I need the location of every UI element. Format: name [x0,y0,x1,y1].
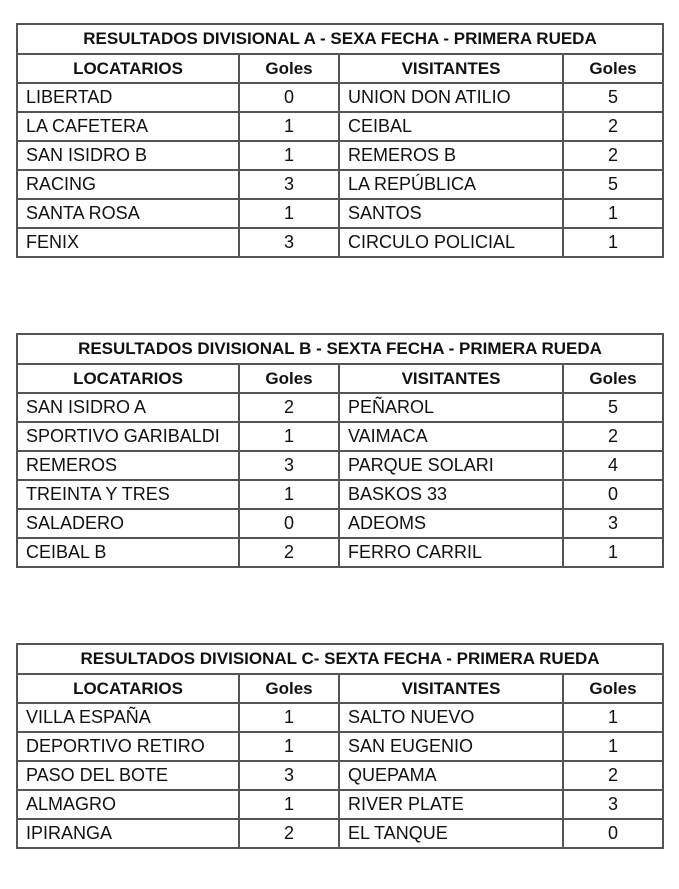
home-team: VILLA ESPAÑA [17,703,239,732]
home-goals: 2 [239,538,339,567]
home-goals: 3 [239,170,339,199]
away-goals: 1 [563,199,663,228]
away-goals: 3 [563,790,663,819]
away-goals: 5 [563,393,663,422]
home-team: SPORTIVO GARIBALDI [17,422,239,451]
home-team: SANTA ROSA [17,199,239,228]
results-table-a [16,23,664,258]
away-goals: 1 [563,228,663,257]
away-team: SAN EUGENIO [339,732,563,761]
table-row [17,732,663,761]
table-row [17,199,663,228]
away-goals: 5 [563,83,663,112]
home-team: CEIBAL B [17,538,239,567]
home-goals: 1 [239,199,339,228]
away-team: PARQUE SOLARI [339,451,563,480]
header-goles-home: Goles [239,364,339,393]
header-row [17,674,663,703]
away-team: EL TANQUE [339,819,563,848]
header-goles-away: Goles [563,54,663,83]
header-goles-away: Goles [563,674,663,703]
away-team: QUEPAMA [339,761,563,790]
table-row [17,790,663,819]
results-table-c [16,643,664,849]
home-goals: 1 [239,112,339,141]
table-title-row [17,334,663,364]
home-goals: 1 [239,141,339,170]
away-team: VAIMACA [339,422,563,451]
table-title: RESULTADOS DIVISIONAL A - SEXA FECHA - PRIMERA RUEDA [17,24,663,54]
header-locatarios: LOCATARIOS [17,364,239,393]
home-goals: 1 [239,790,339,819]
home-team: SAN ISIDRO B [17,141,239,170]
away-goals: 2 [563,141,663,170]
away-team: ADEOMS [339,509,563,538]
home-goals: 1 [239,703,339,732]
table-row [17,819,663,848]
header-goles-home: Goles [239,54,339,83]
away-team: PEÑAROL [339,393,563,422]
header-locatarios: LOCATARIOS [17,54,239,83]
away-goals: 0 [563,480,663,509]
table-row [17,761,663,790]
table-row [17,480,663,509]
home-team: TREINTA Y TRES [17,480,239,509]
header-row [17,54,663,83]
table-row [17,422,663,451]
table-row [17,538,663,567]
home-team: IPIRANGA [17,819,239,848]
home-goals: 3 [239,228,339,257]
away-team: RIVER PLATE [339,790,563,819]
home-team: SAN ISIDRO A [17,393,239,422]
home-goals: 0 [239,83,339,112]
table-row [17,509,663,538]
header-goles-home: Goles [239,674,339,703]
away-goals: 0 [563,819,663,848]
table-row [17,228,663,257]
header-visitantes: VISITANTES [339,364,563,393]
away-team: BASKOS 33 [339,480,563,509]
away-team: SANTOS [339,199,563,228]
away-team: LA REPÚBLICA [339,170,563,199]
away-team: CIRCULO POLICIAL [339,228,563,257]
table-row [17,83,663,112]
home-goals: 1 [239,480,339,509]
away-team: SALTO NUEVO [339,703,563,732]
table-row [17,703,663,732]
away-goals: 4 [563,451,663,480]
home-team: ALMAGRO [17,790,239,819]
away-goals: 1 [563,538,663,567]
table-title: RESULTADOS DIVISIONAL C- SEXTA FECHA - PRIMERA RUEDA [17,644,663,674]
away-goals: 2 [563,112,663,141]
away-goals: 1 [563,703,663,732]
header-visitantes: VISITANTES [339,54,563,83]
away-team: UNION DON ATILIO [339,83,563,112]
header-locatarios: LOCATARIOS [17,674,239,703]
header-goles-away: Goles [563,364,663,393]
home-team: PASO DEL BOTE [17,761,239,790]
home-goals: 2 [239,393,339,422]
away-team: FERRO CARRIL [339,538,563,567]
away-goals: 5 [563,170,663,199]
home-team: RACING [17,170,239,199]
home-goals: 0 [239,509,339,538]
table-row [17,141,663,170]
away-goals: 1 [563,732,663,761]
home-goals: 1 [239,422,339,451]
home-goals: 2 [239,819,339,848]
header-visitantes: VISITANTES [339,674,563,703]
table-row [17,112,663,141]
away-team: REMEROS B [339,141,563,170]
table-row [17,393,663,422]
table-row [17,451,663,480]
results-table-b [16,333,664,568]
table-title: RESULTADOS DIVISIONAL B - SEXTA FECHA - PRIMERA RUEDA [17,334,663,364]
away-goals: 2 [563,422,663,451]
home-team: LIBERTAD [17,83,239,112]
home-goals: 3 [239,451,339,480]
home-team: DEPORTIVO RETIRO [17,732,239,761]
away-goals: 3 [563,509,663,538]
home-team: LA CAFETERA [17,112,239,141]
away-team: CEIBAL [339,112,563,141]
header-row [17,364,663,393]
home-team: REMEROS [17,451,239,480]
home-goals: 1 [239,732,339,761]
table-title-row [17,24,663,54]
away-goals: 2 [563,761,663,790]
table-title-row [17,644,663,674]
home-team: FENIX [17,228,239,257]
home-team: SALADERO [17,509,239,538]
home-goals: 3 [239,761,339,790]
table-row [17,170,663,199]
